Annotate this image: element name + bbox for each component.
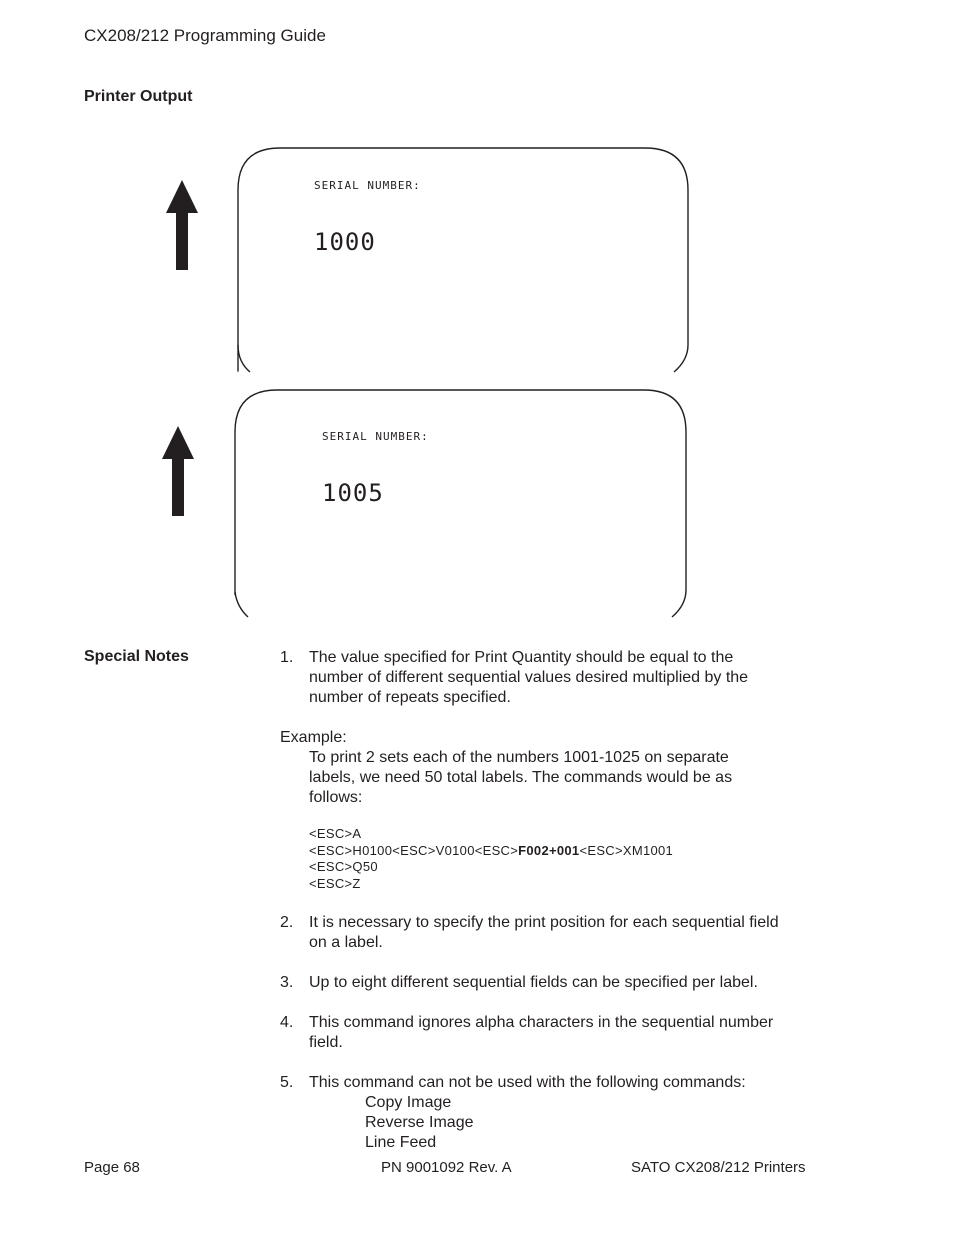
- example-code-block: [309, 826, 673, 892]
- list-item: Copy Image: [365, 1094, 452, 1111]
- label-2-caption: SERIAL NUMBER:: [322, 430, 429, 443]
- note-1-number: 1.: [280, 649, 294, 666]
- code-line: <ESC>H0100<ESC>V0100<ESC>F002+001<ESC>XM1001: [309, 842, 674, 858]
- note-4-number: 4.: [280, 1014, 294, 1031]
- note-3-text: Up to eight different sequential fields can be specified per label.: [309, 974, 758, 991]
- note-2-number: 2.: [280, 914, 294, 931]
- code-line: <ESC>Q50: [309, 859, 378, 874]
- example-text: To print 2 sets each of the numbers 1001-1025 on separate labels, we need 50 total labels. The commands would be as follows:: [309, 749, 733, 806]
- label-1: [238, 148, 688, 372]
- footer-product-name: SATO CX208/212 Printers: [631, 1159, 806, 1176]
- printer-output-heading: Printer Output: [84, 88, 193, 105]
- special-notes-heading: Special Notes: [84, 648, 189, 665]
- label-2-value: 1005: [322, 479, 384, 507]
- note-2-text: It is necessary to specify the print position for each sequential field on a label.: [309, 914, 779, 951]
- note-3-number: 3.: [280, 974, 294, 991]
- feed-direction-arrow-2-icon: [162, 426, 194, 516]
- note-1-text: The value specified for Print Quantity should be equal to the number of different sequential values desired multiplied by the number of repeats specified.: [309, 649, 749, 706]
- page-header-title: CX208/212 Programming Guide: [84, 26, 326, 45]
- label-1-caption: SERIAL NUMBER:: [314, 179, 421, 192]
- label-1-value: 1000: [314, 228, 376, 256]
- footer-page-number: Page 68: [84, 1159, 140, 1176]
- code-line: <ESC>Z: [309, 875, 361, 891]
- example-label: Example:: [280, 729, 347, 746]
- note-5-number: 5.: [280, 1074, 294, 1091]
- note-4-text: This command ignores alpha characters in the sequential number field.: [309, 1014, 774, 1051]
- footer-part-number: PN 9001092 Rev. A: [381, 1159, 512, 1176]
- feed-direction-arrow-1-icon: [166, 180, 198, 270]
- note-5-command-list: [365, 1093, 474, 1153]
- code-line: <ESC>A: [309, 826, 362, 841]
- note-5-text: This command can not be used with the following commands:: [309, 1074, 746, 1091]
- label-2: [235, 390, 686, 617]
- list-item: Reverse Image: [365, 1114, 474, 1131]
- list-item: Line Feed: [365, 1134, 437, 1151]
